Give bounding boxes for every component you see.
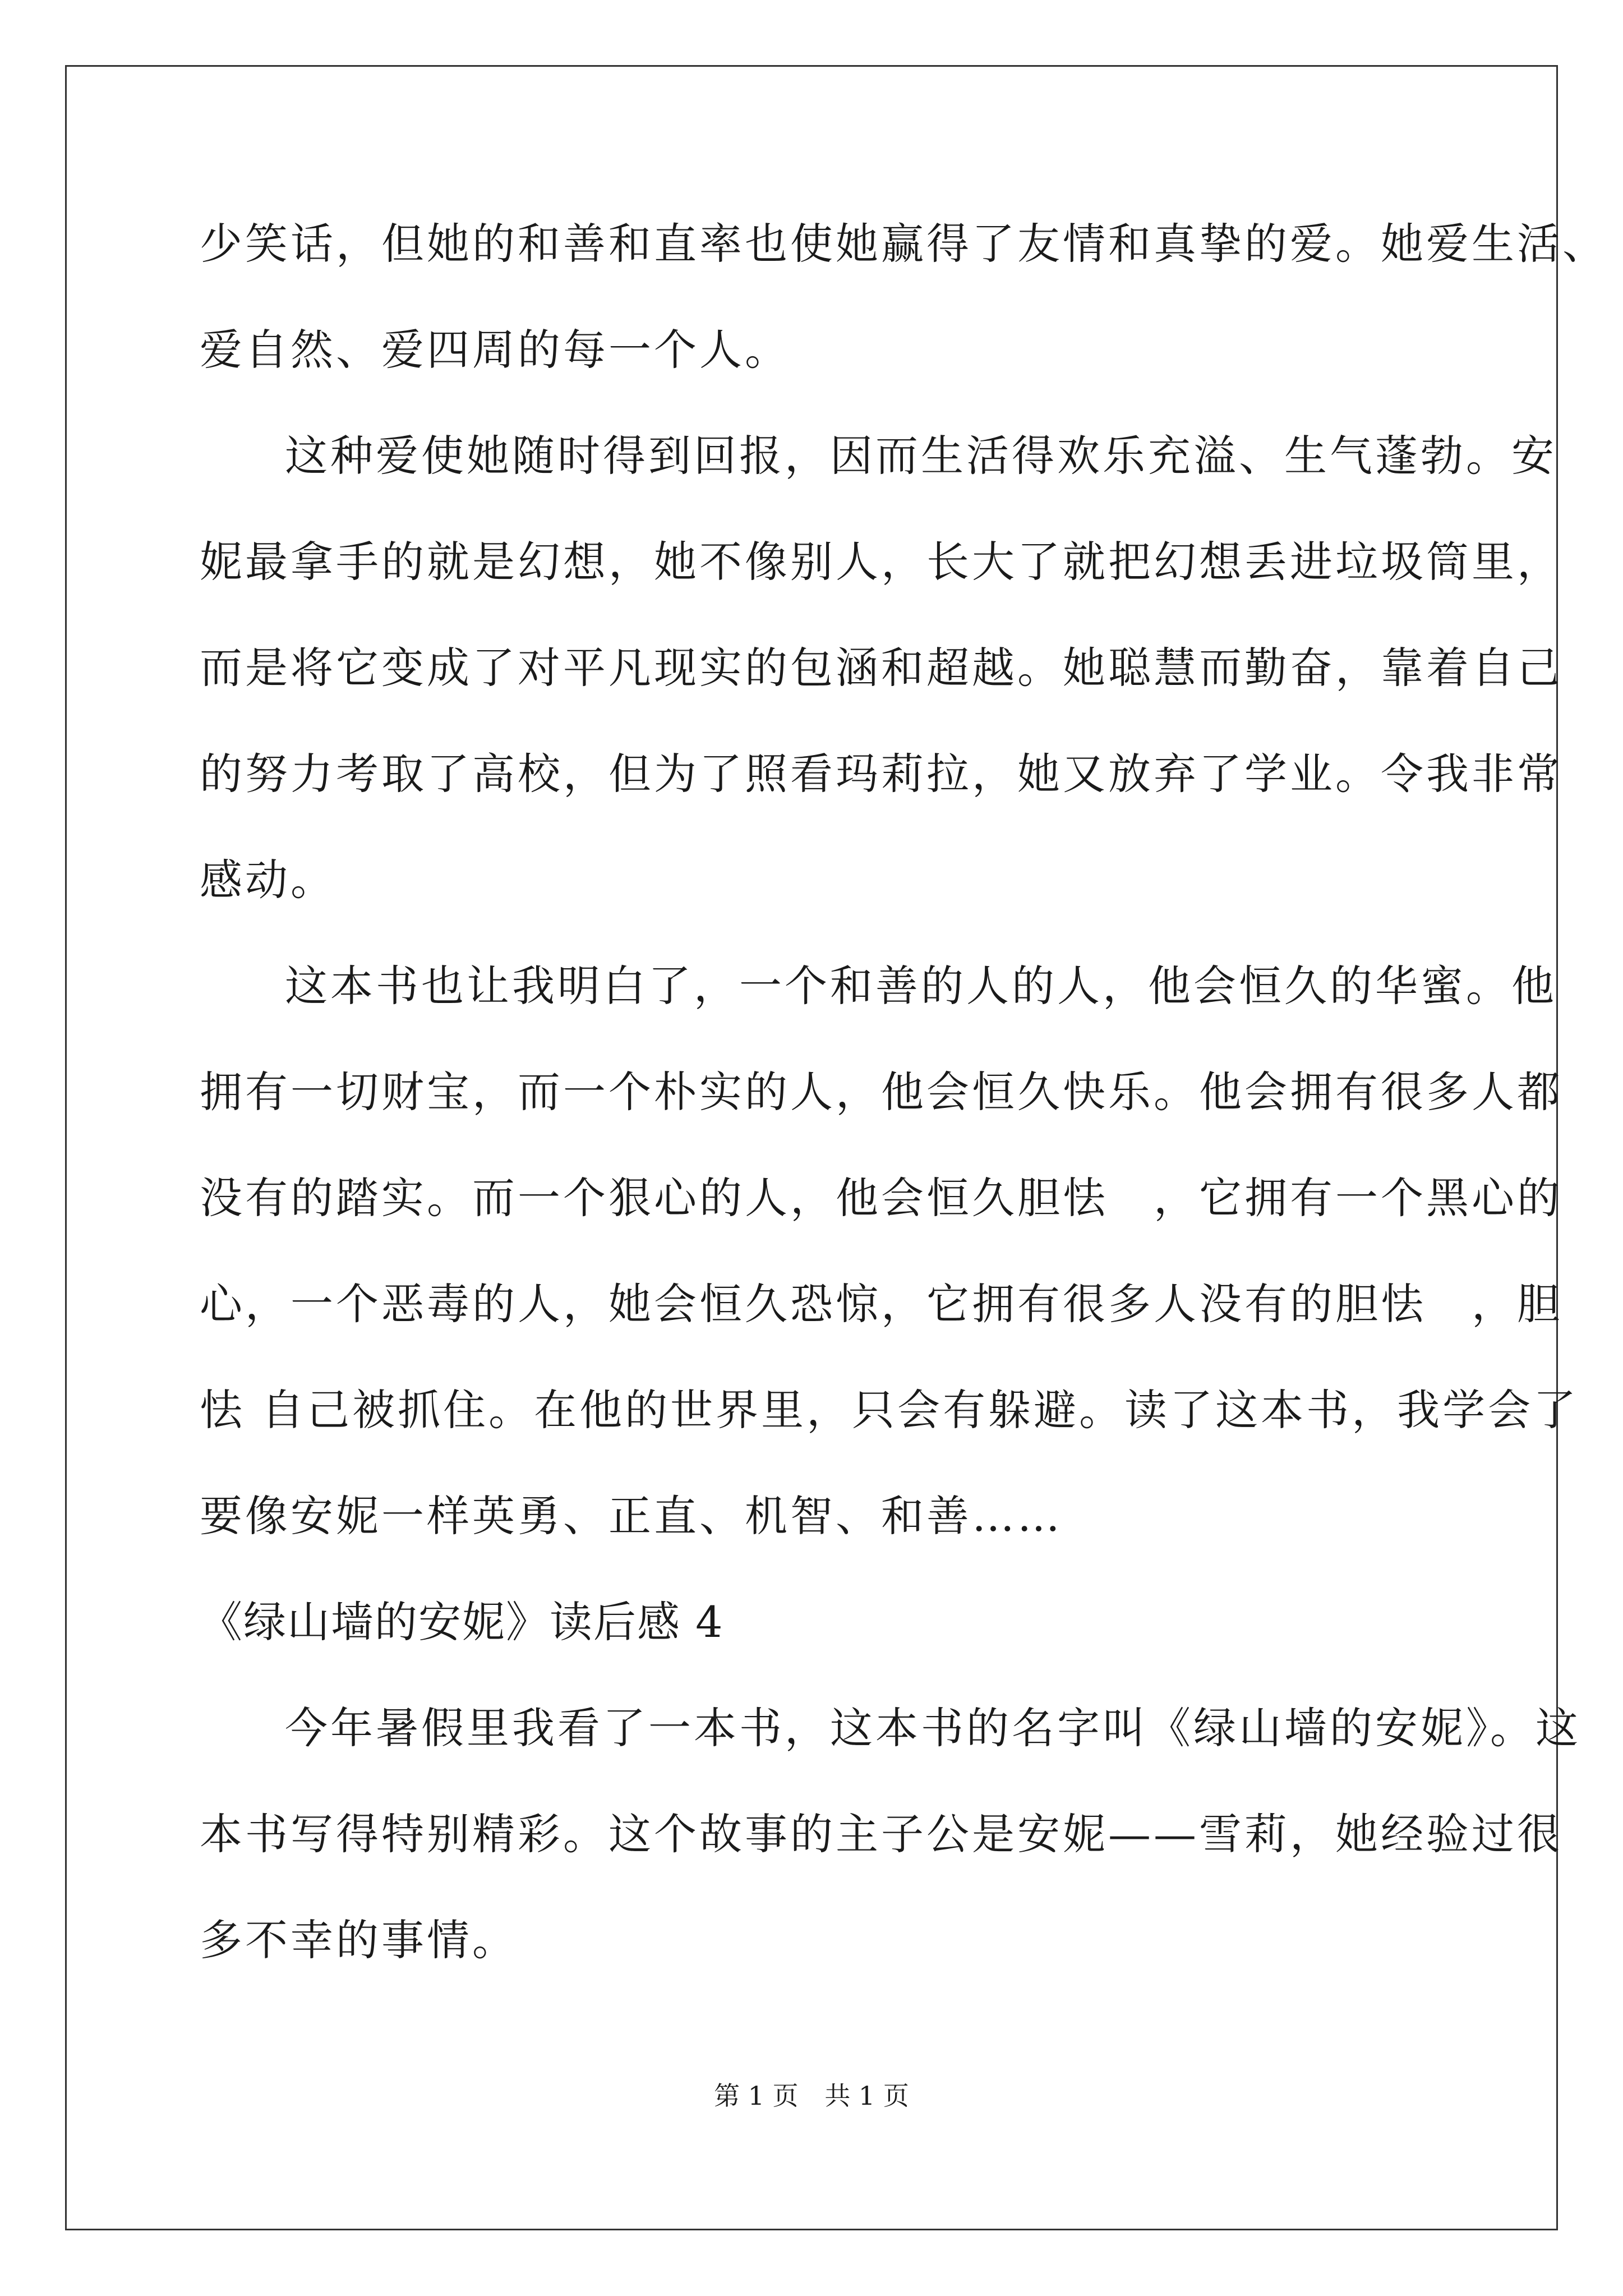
text-line: 怯 自己被抓住。在他的世界里，只会有躲避。读了这本书，我学会了 — [200, 1385, 1579, 1435]
text-line: 妮最拿手的就是幻想，她不像别人，长大了就把幻想丢进垃圾筒里， — [200, 537, 1562, 587]
text-line: 的努力考取了高校，但为了照看玛莉拉，她又放弃了学业。令我非常 — [200, 749, 1562, 799]
page-footer — [0, 2076, 1623, 2113]
text-line: 要像安妮一样英勇、正直、机智、和善…… — [200, 1491, 1063, 1541]
text-line: 本书写得特别精彩。这个故事的主子公是安妮——雪莉，她经验过很 — [200, 1809, 1562, 1859]
paragraph-start-line: 这种爱使她随时得到回报，因而生活得欢乐充溢、生气蓬勃。安 — [285, 431, 1557, 481]
text-line: 拥有一切财宝，而一个朴实的人，他会恒久快乐。他会拥有很多人都 — [200, 1067, 1562, 1117]
page-number: 第 1 页 — [714, 2081, 799, 2111]
text-line: 心，一个恶毒的人，她会恒久恐惊，它拥有很多人没有的胆怯 ，胆 — [200, 1279, 1562, 1329]
page-total: 共 1 页 — [824, 2081, 909, 2111]
text-line: 爱自然、爱四周的每一个人。 — [200, 325, 790, 375]
text-line: 感动。 — [200, 855, 336, 905]
paragraph-start-line: 今年暑假里我看了一本书，这本书的名字叫《绿山墙的安妮》。这 — [285, 1703, 1581, 1753]
paragraph-start-line: 这本书也让我明白了，一个和善的人的人，他会恒久的华蜜。他 — [285, 961, 1557, 1011]
document-body — [200, 191, 1608, 1993]
section-heading: 《绿山墙的安妮》读后感 4 — [200, 1597, 724, 1647]
text-line: 少笑话，但她的和善和直率也使她赢得了友情和真挚的爱。她爱生活、 — [200, 219, 1608, 269]
text-line: 而是将它变成了对平凡现实的包涵和超越。她聪慧而勤奋，靠着自己 — [200, 643, 1562, 693]
text-line: 多不幸的事情。 — [200, 1915, 518, 1965]
text-line: 没有的踏实。而一个狠心的人，他会恒久胆怯 ，它拥有一个黑心的 — [200, 1173, 1562, 1223]
